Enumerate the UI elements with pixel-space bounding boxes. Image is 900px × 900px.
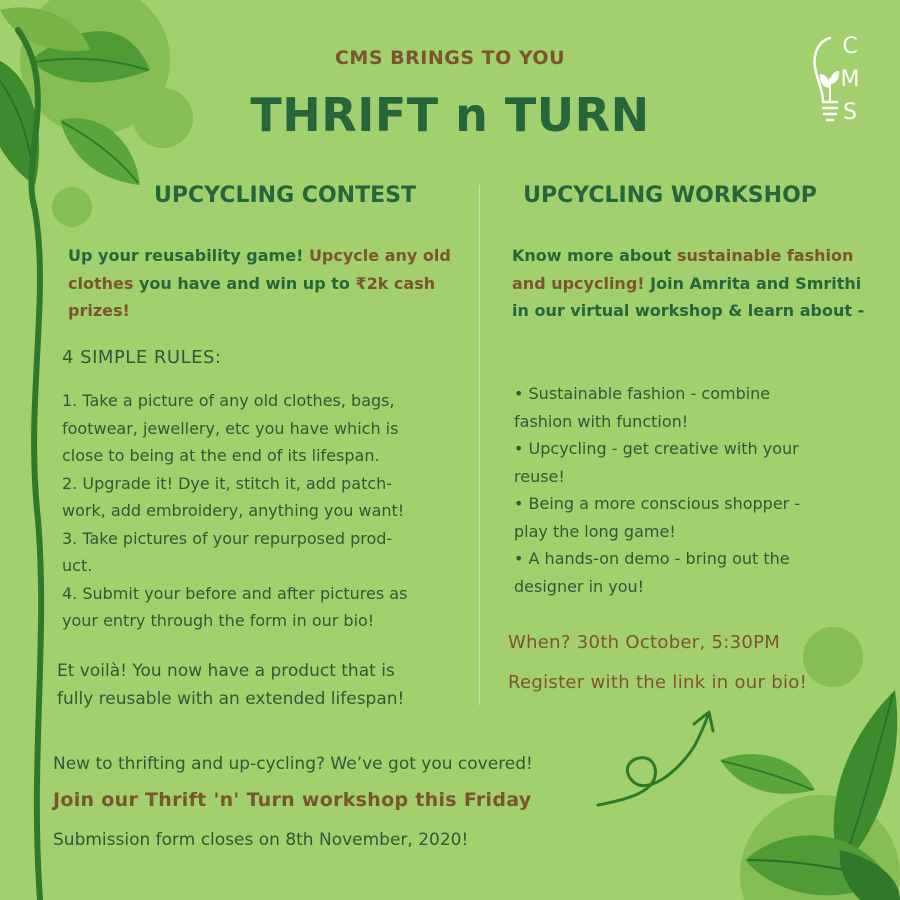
- decor-circle-tiny-left: [52, 187, 92, 227]
- contest-intro-part: Up your reusability game!: [68, 246, 309, 265]
- workshop-intro: [512, 242, 880, 325]
- logo-letter-m: M: [840, 67, 860, 92]
- rule-line: your entry through the form in our bio!: [62, 611, 375, 630]
- rule-line: 4. Submit your before and after pictures as: [62, 583, 408, 603]
- contest-intro-part: Upcycle any old clothes: [68, 246, 451, 293]
- rule-line: 2. Upgrade it! Dye it, stitch it, add patch-: [62, 473, 393, 493]
- rule-line: footwear, jewellery, etc you have which is: [62, 418, 399, 438]
- rule-line: 3. Take pictures of your repurposed prod-: [62, 528, 393, 548]
- rules-title: 4 SIMPLE RULES:: [62, 347, 222, 368]
- outro-line: Et voilà! You now have a product that is: [57, 661, 395, 681]
- logo-letter-s: S: [843, 100, 857, 125]
- cms-logo: [810, 30, 870, 130]
- footer-line-3: Submission form closes on 8th November, 2020!: [53, 830, 469, 850]
- bullet-line: • Being a more conscious shopper -: [514, 494, 801, 513]
- rule-line: close to being at the end of its lifespan.: [62, 446, 380, 465]
- bullet-line: fashion with function!: [514, 411, 689, 431]
- workshop-title: UPCYCLING WORKSHOP: [523, 183, 817, 208]
- rule-line: work, add embroidery, anything you want!: [62, 501, 405, 520]
- bullet-line: • Upcycling - get creative with your: [514, 439, 799, 458]
- bullet-line: • A hands-on demo - bring out the: [514, 549, 790, 568]
- outro-line: fully reusable with an extended lifespan!: [57, 689, 405, 709]
- bullet-line: play the long game!: [514, 521, 676, 541]
- workshop-date: When? 30th October, 5:30PM: [508, 632, 781, 653]
- rules-list: [62, 387, 472, 635]
- contest-outro: [57, 657, 477, 713]
- bullet-line: designer in you!: [514, 576, 645, 596]
- bullet-line: reuse!: [514, 466, 565, 486]
- footer-line-2: Join our Thrift 'n' Turn workshop this Friday: [53, 789, 532, 811]
- contest-title: UPCYCLING CONTEST: [154, 183, 416, 208]
- column-divider: [479, 185, 480, 705]
- workshop-intro-part: Join Amrita and Smrithi in our virtual workshop & learn about -: [512, 273, 865, 320]
- footer-line-1: New to thrifting and up-cycling? We’ve got you covered!: [53, 754, 533, 774]
- presenter-line: CMS BRINGS TO YOU: [334, 47, 565, 69]
- page-title: THRIFT n TURN: [250, 88, 650, 142]
- rule-line: 1. Take a picture of any old clothes, bags,: [62, 391, 395, 410]
- contest-intro-part: ₹2k cash prizes!: [68, 273, 436, 320]
- workshop-intro-part: Know more about: [512, 246, 677, 265]
- contest-intro-part: you have and win up to: [133, 273, 356, 293]
- curly-arrow-icon: [598, 715, 708, 805]
- workshop-intro-part: sustainable fashion and upcycling!: [512, 246, 854, 293]
- rule-line: uct.: [62, 556, 93, 575]
- workshop-bullets: [514, 380, 874, 600]
- logo-letter-c: C: [842, 34, 858, 59]
- contest-intro: [68, 242, 458, 325]
- register-link-text: Register with the link in our bio!: [508, 672, 808, 693]
- decor-circle-right: [803, 627, 863, 687]
- decor-circle-small-left: [133, 88, 193, 148]
- bullet-line: • Sustainable fashion - combine: [514, 384, 771, 403]
